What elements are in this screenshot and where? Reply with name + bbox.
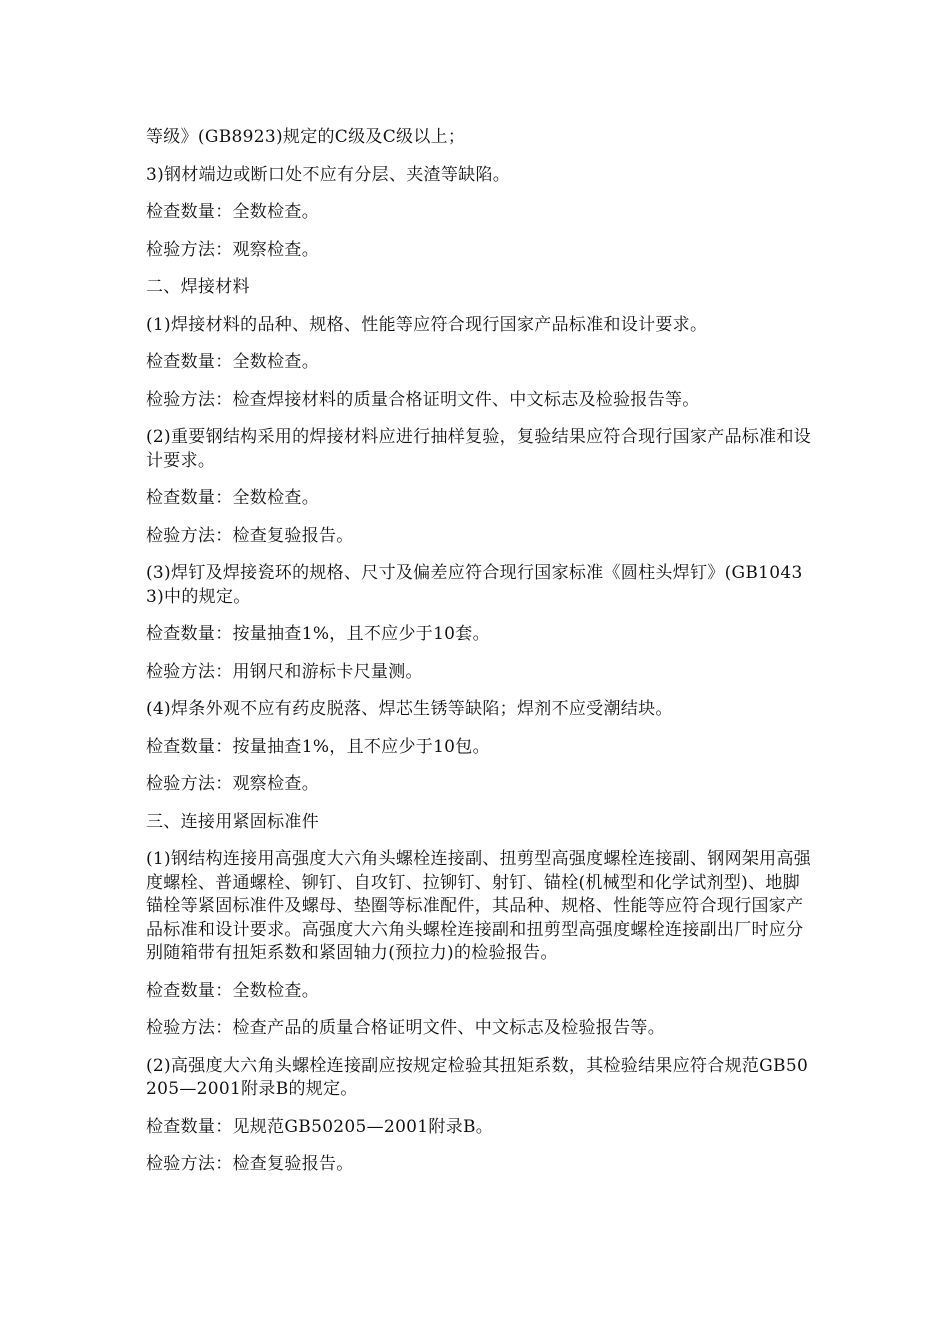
paragraph: 检验方法：检查复验报告。 — [146, 1154, 354, 1174]
paragraph: 等级》(GB8923)规定的C级及C级以上； — [146, 127, 466, 147]
paragraph: (1)钢结构连接用高强度大六角头螺栓连接副、扭剪型高强度螺栓连接副、钢网架用高强度螺栓、普通螺栓、铆钉、自攻钉、拉铆钉、射钉、锚栓(机械型和化学试剂型)、地脚锚栓等紧固标准件及螺母、垫圈等标准配件，其品种、规格、性能等应符合现行国家产品标准和设计要求。高强度大六角头螺栓连接副和扭剪型高强度螺栓连接副出厂时应分别随箱带有扭矩系数和紧固轴力(预拉力)的检验报告。 — [146, 849, 812, 963]
paragraph: (1)焊接材料的品种、规格、性能等应符合现行国家产品标准和设计要求。 — [146, 314, 708, 335]
paragraph: 检查数量：全数检查。 — [146, 352, 319, 372]
paragraph: 检查数量：按量抽查1%，且不应少于10包。 — [146, 736, 490, 757]
paragraph: 检验方法：检查产品的质量合格证明文件、中文标志及检验报告等。 — [146, 1018, 665, 1038]
paragraph: 检查数量：全数检查。 — [146, 980, 319, 1001]
paragraph: (4)焊条外观不应有药皮脱落、焊芯生锈等缺陷；焊剂不应受潮结块。 — [146, 699, 673, 719]
paragraph: 检查数量：见规范GB50205—2001附录B。 — [146, 1116, 494, 1137]
paragraph: 检查数量：按量抽查1%，且不应少于10套。 — [146, 624, 490, 644]
paragraph: 检验方法：用钢尺和游标卡尺量测。 — [146, 661, 423, 682]
paragraph: (2)重要钢结构采用的焊接材料应进行抽样复验，复验结果应符合现行国家产品标准和设计要求。 — [146, 427, 812, 471]
paragraph: 检验方法：观察检查。 — [146, 239, 319, 260]
paragraph: (3)焊钉及焊接瓷环的规格、尺寸及偏差应符合现行国家标准《圆柱头焊钉》(GB10433)中的规定。 — [146, 563, 803, 607]
paragraph: 检验方法：检查焊接材料的质量合格证明文件、中文标志及检验报告等。 — [146, 389, 700, 410]
document-body — [146, 126, 814, 1191]
section-heading: 三、连接用紧固标准件 — [146, 811, 319, 832]
paragraph: 检查数量：全数检查。 — [146, 202, 319, 222]
section-heading: 二、焊接材料 — [146, 277, 250, 297]
paragraph: (2)高强度大六角头螺栓连接副应按规定检验其扭矩系数，其检验结果应符合规范GB50205—2001附录B的规定。 — [146, 1055, 809, 1099]
paragraph: 3)钢材端边或断口处不应有分层、夹渣等缺陷。 — [146, 164, 511, 185]
paragraph: 检查数量：全数检查。 — [146, 488, 319, 508]
paragraph: 检验方法：观察检查。 — [146, 774, 319, 794]
paragraph: 检验方法：检查复验报告。 — [146, 525, 354, 546]
